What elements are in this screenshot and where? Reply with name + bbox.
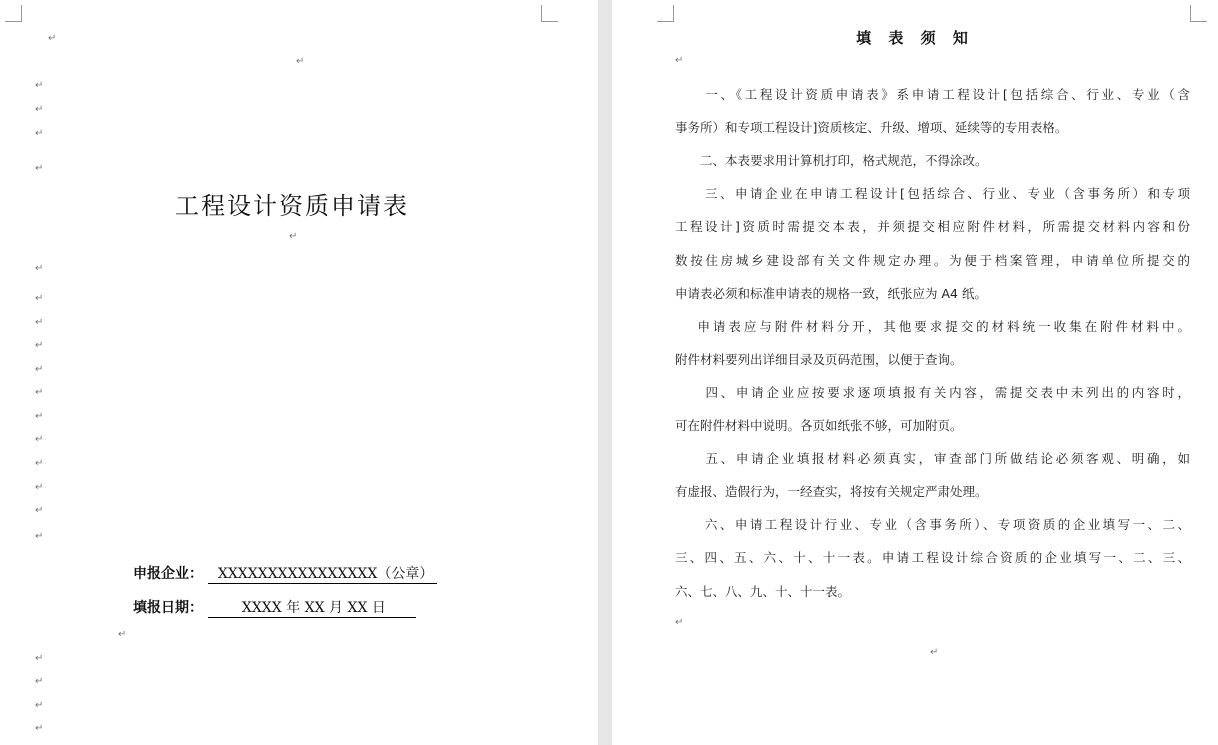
crop-mark xyxy=(1190,5,1207,22)
instructions-title: 填 表 须 知 xyxy=(856,29,974,47)
paragraph-mark: ↵ xyxy=(35,128,44,139)
paragraph-mark: ↵ xyxy=(35,505,44,516)
paragraph-mark: ↵ xyxy=(35,531,44,542)
crop-mark xyxy=(657,5,674,22)
cover-page xyxy=(0,0,598,745)
paragraph-mark: ↵ xyxy=(48,33,57,44)
paragraph-mark: ↵ xyxy=(35,700,44,711)
instruction-line: 一、《工程设计资质申请表》系申请工程设计[包括综合、行业、专业（含 xyxy=(675,87,1190,102)
paragraph-mark: ↵ xyxy=(35,434,44,445)
paragraph-mark: ↵ xyxy=(289,231,298,242)
instruction-line: 三、申请企业在申请工程设计[包括综合、行业、专业（含事务所）和专项 xyxy=(675,186,1190,202)
paragraph-mark: ↵ xyxy=(35,411,44,422)
company-label: 申报企业： xyxy=(133,566,203,582)
paragraph-mark: ↵ xyxy=(35,482,44,493)
company-value[interactable]: XXXXXXXXXXXXXXXX（公章） xyxy=(208,563,437,584)
crop-mark xyxy=(5,5,22,22)
instruction-line: 六、七、八、九、十、十一表。 xyxy=(675,583,851,599)
instruction-line: 事务所）和专项工程设计]资质核定、升级、增项、延续等的专用表格。 xyxy=(675,120,1068,136)
instructions-page xyxy=(612,0,1218,745)
paragraph-mark: ↵ xyxy=(35,340,44,351)
company-field[interactable] xyxy=(133,563,437,584)
instruction-line: 有虚报、造假行为，一经查实，将按有关规定严肃处理。 xyxy=(675,484,988,500)
paragraph-mark: ↵ xyxy=(675,55,684,66)
instruction-line: 五、申请企业填报材料必须真实，审查部门所做结论必须客观、明确，如 xyxy=(675,451,1190,467)
instruction-line: 工程设计]资质时需提交本表，并须提交相应附件材料，所需提交材料内容和份 xyxy=(675,219,1190,235)
paragraph-mark: ↵ xyxy=(35,293,44,304)
paragraph-mark: ↵ xyxy=(35,364,44,375)
instruction-line: 六、申请工程设计行业、专业（含事务所）、专项资质的企业填写一、二、 xyxy=(675,517,1190,533)
paragraph-mark: ↵ xyxy=(118,629,127,640)
paragraph-mark: ↵ xyxy=(35,653,44,664)
date-value[interactable]: XXXX 年 XX 月 XX 日 xyxy=(208,597,416,618)
date-field[interactable] xyxy=(133,597,416,618)
paragraph-mark: ↵ xyxy=(35,263,44,274)
paragraph-mark: ↵ xyxy=(35,317,44,328)
instruction-line: 四、申请企业应按要求逐项填报有关内容，需提交表中未列出的内容时， xyxy=(675,384,1190,400)
date-label: 填报日期： xyxy=(133,600,203,616)
crop-mark xyxy=(541,5,558,22)
paragraph-mark: ↵ xyxy=(35,458,44,469)
instruction-line: 三、四、五、六、十、十一表。申请工程设计综合资质的企业填写一、二、三、 xyxy=(675,550,1190,566)
instruction-line: 二、本表要求用计算机打印，格式规范，不得涂改。 xyxy=(675,153,988,169)
instruction-line: 数按住房城乡建设部有关文件规定办理。为便于档案管理，申请单位所提交的 xyxy=(675,252,1190,268)
instruction-line: 附件材料要列出详细目录及页码范围，以便于查询。 xyxy=(675,351,963,367)
paragraph-mark: ↵ xyxy=(35,80,44,91)
paragraph-mark: ↵ xyxy=(35,387,44,398)
paragraph-mark: ↵ xyxy=(35,723,44,734)
paragraph-mark: ↵ xyxy=(35,104,44,115)
paragraph-mark: ↵ xyxy=(675,617,684,628)
paragraph-mark: ↵ xyxy=(35,163,44,174)
paragraph-mark: ↵ xyxy=(930,647,939,658)
instruction-line: 申请表应与附件材料分开，其他要求提交的材料统一收集在附件材料中。 xyxy=(675,318,1190,334)
instruction-line: 可在附件材料中说明。各页如纸张不够，可加附页。 xyxy=(675,418,963,433)
paragraph-mark: ↵ xyxy=(296,56,305,67)
paragraph-mark: ↵ xyxy=(35,676,44,687)
document-title: 工程设计资质申请表 xyxy=(175,192,409,220)
instruction-line: 申请表必须和标准申请表的规格一致，纸张应为 A4 纸。 xyxy=(675,285,987,301)
